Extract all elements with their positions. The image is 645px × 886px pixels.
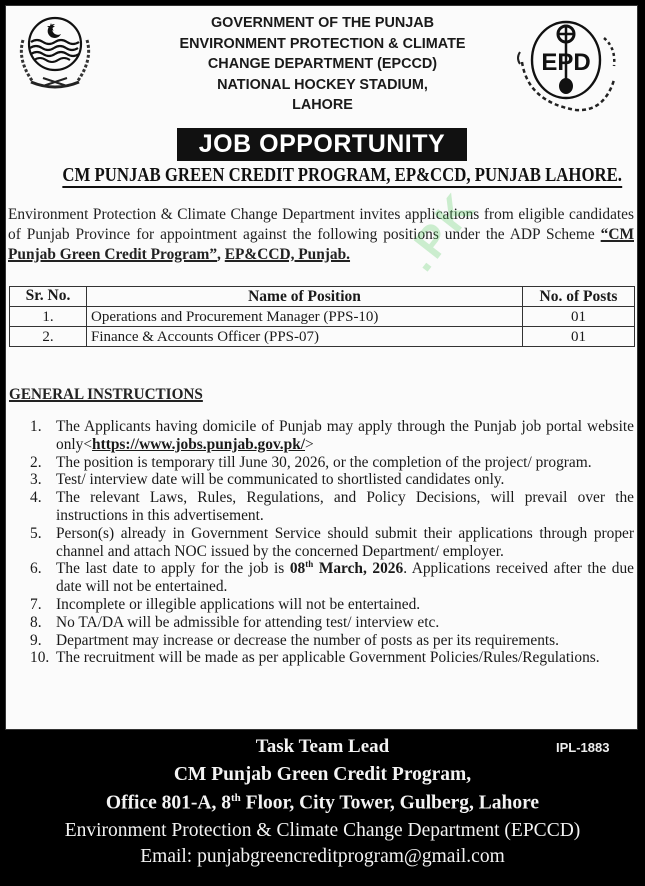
epd-emblem-icon xyxy=(508,10,620,122)
instructions-heading: GENERAL INSTRUCTIONS xyxy=(9,386,203,403)
footer-address xyxy=(0,792,645,815)
header-line: NATIONAL HOCKEY STADIUM, xyxy=(217,76,428,93)
scheme-tail-text: EP&CCD, Punjab. xyxy=(224,246,351,263)
item-text: No TA/DA will be admissible for attending test/ interview etc. xyxy=(56,613,440,631)
item-number: 3. xyxy=(30,471,42,489)
job-opportunity-banner: JOB OPPORTUNITY xyxy=(177,128,467,161)
reference-code: IPL-1883 xyxy=(556,740,610,755)
item-text: Test/ interview date will be communicated to shortlisted candidates only. xyxy=(56,471,505,489)
item-text: The relevant Laws, Rules, Regulations, and Policy Decisions, will prevail over the instructions in this advertisement. xyxy=(56,489,634,524)
last-date-day: 08 xyxy=(289,560,306,578)
item-text: Person(s) already in Government Service should submit their applications through proper channel and attach NOC issued by the concerned Department/ employer. xyxy=(56,524,634,560)
instruction-item xyxy=(30,525,634,561)
item-text: The recruitment will be made as per applicable Government Policies/Rules/Regulations. xyxy=(56,649,600,667)
header-line: CHANGE DEPARTMENT (EPCCD) xyxy=(207,56,438,72)
program-title xyxy=(62,163,622,189)
scheme-tail xyxy=(225,246,350,263)
footer-email[interactable]: Email: punjabgreencreditprogram@gmail.com xyxy=(140,846,505,867)
svg-text:EPD: EPD xyxy=(541,49,591,76)
instruction-item xyxy=(30,560,634,596)
item-text: . Applications received after the due date will not be entertained. xyxy=(56,560,634,596)
contact-footer xyxy=(0,732,645,886)
instruction-item xyxy=(30,596,634,614)
department-header xyxy=(120,13,525,116)
table-header-row xyxy=(10,287,635,307)
table-row xyxy=(10,307,635,327)
header-sr-no: Sr. No. xyxy=(10,287,87,307)
intro-text: Environment Protection & Climate Change Department invites applications from eligible candidates of Punjab Province for appointment against the following positions under the ADP Scheme xyxy=(8,206,634,243)
punjab-emblem-icon xyxy=(13,10,93,96)
header-line: LAHORE xyxy=(292,97,353,113)
instruction-item xyxy=(30,649,634,667)
address-text: Floor, City Tower, Gulberg, Lahore xyxy=(240,792,540,814)
header-line: ENVIRONMENT PROTECTION & CLIMATE xyxy=(179,35,466,52)
cell-posts: 01 xyxy=(523,327,635,347)
item-text: > xyxy=(305,435,314,453)
item-number: 7. xyxy=(30,595,42,613)
scheme-name: “CM Punjab Green Credit Program” xyxy=(8,226,634,263)
instruction-item xyxy=(30,418,634,454)
item-number: 2. xyxy=(30,453,42,471)
cell-position: Finance & Accounts Officer (PPS-07) xyxy=(87,327,523,347)
header-position-name: Name of Position xyxy=(87,287,523,307)
footer-program: CM Punjab Green Credit Program, xyxy=(173,764,472,785)
last-date-suffix: th xyxy=(305,559,314,570)
item-number: 1. xyxy=(30,418,42,435)
header-no-of-posts: No. of Posts xyxy=(523,287,635,307)
positions-table xyxy=(9,286,635,347)
last-date-rest: March, 2026 xyxy=(313,560,404,578)
instructions-list xyxy=(30,418,634,667)
item-text: The last date to apply for the job is xyxy=(56,560,290,578)
item-number: 10. xyxy=(30,649,50,667)
instruction-item xyxy=(30,614,634,632)
item-number: 8. xyxy=(30,613,42,631)
table-row xyxy=(10,327,635,347)
address-text: Office 801-A, 8 xyxy=(105,792,231,814)
last-date xyxy=(290,560,403,577)
cell-posts: 01 xyxy=(523,307,635,327)
scheme-separator: , xyxy=(217,246,225,263)
item-number: 6. xyxy=(30,560,42,578)
cell-sr-no: 1. xyxy=(10,307,87,327)
item-number: 4. xyxy=(30,489,42,507)
instruction-item xyxy=(30,632,634,650)
header-line: GOVERNMENT OF THE PUNJAB xyxy=(210,15,435,31)
item-number: 5. xyxy=(30,524,42,542)
item-text: The position is temporary till June 30, 2026, or the completion of the project/ program. xyxy=(56,453,592,471)
footer-department: Environment Protection & Climate Change Department (EPCCD) xyxy=(64,820,581,841)
instruction-item xyxy=(30,489,634,525)
jobs-portal-link[interactable]: https://www.jobs.punjab.gov.pk/ xyxy=(92,435,306,453)
footer-title: Task Team Lead xyxy=(255,736,390,757)
watermark: .PK xyxy=(395,182,487,281)
intro-paragraph xyxy=(8,205,634,265)
address-suffix: th xyxy=(231,792,241,804)
cell-sr-no: 2. xyxy=(10,327,87,347)
item-text: Incomplete or illegible applications will not be entertained. xyxy=(56,595,421,613)
item-number: 9. xyxy=(30,631,42,649)
item-text: The Applicants having domicile of Punjab may apply through the Punjab job portal website only< xyxy=(56,418,634,453)
instruction-item xyxy=(30,471,634,489)
program-title-text: CM PUNJAB GREEN CREDIT PROGRAM, EP&CCD, PUNJAB LAHORE. xyxy=(62,165,622,186)
instruction-item xyxy=(30,454,634,472)
cell-position: Operations and Procurement Manager (PPS-10) xyxy=(87,307,523,327)
item-text: Department may increase or decrease the number of posts as per its requirements. xyxy=(56,631,559,649)
